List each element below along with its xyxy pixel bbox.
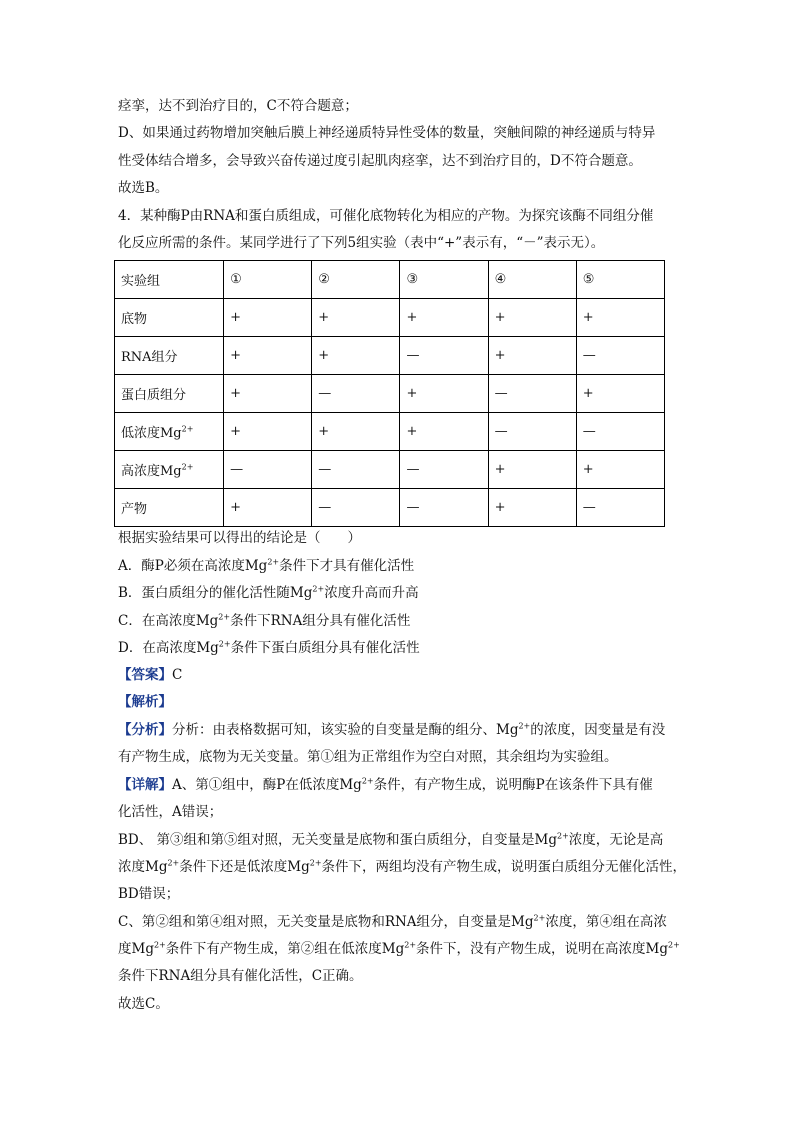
table-cell: —: [400, 489, 488, 527]
xiangjie-tag: 【详解】: [118, 777, 172, 793]
table-cell: —: [488, 375, 576, 413]
row-label: 蛋白质组分: [115, 375, 224, 413]
table-cell: —: [400, 337, 488, 375]
table-row: [115, 489, 665, 527]
table-row: [115, 337, 665, 375]
question-prompt: 根据实验结果可以得出的结论是（ ）: [118, 530, 361, 546]
answer-tag: 【答案】: [118, 667, 172, 683]
row-label: 产物: [115, 489, 224, 527]
xiangjie-line: 度$Mg^{2+}$条件下有产物生成，第②组在低浓度$Mg^{2+}$条件下，没有产物生成，说明在高浓度$Mg^{2+}$: [118, 940, 680, 957]
answer-line: [118, 665, 182, 685]
table-cell: +: [576, 299, 664, 337]
table-cell: +: [576, 451, 664, 489]
table-cell: +: [488, 299, 576, 337]
table-cell: —: [576, 413, 664, 451]
text-line: 性受体结合增多，会导致兴奋传递过度引起肌肉痉挛，达不到治疗目的，D不符合题意。: [118, 153, 642, 169]
table-cell: +: [488, 337, 576, 375]
table-cell: —: [312, 375, 400, 413]
row-label: 底物: [115, 299, 224, 337]
xiangjie-line: 故选C。: [118, 996, 169, 1012]
table-cell: +: [400, 413, 488, 451]
table-row: [115, 413, 665, 451]
text-line: D、如果通过药物增加突触后膜上神经递质特异性受体的数量，突触间隙的神经递质与特异: [118, 125, 656, 141]
xiangjie-line: 浓度$Mg^{2+}$条件下还是低浓度$Mg^{2+}$条件下，两组均没有产物生成，说明蛋白质组分无催化活性，: [118, 858, 687, 875]
table-cell: —: [224, 451, 312, 489]
table-header-cell: ④: [488, 261, 576, 299]
table-cell: +: [488, 451, 576, 489]
table-row: [115, 451, 665, 489]
row-label: RNA组分: [115, 337, 224, 375]
option-a: A．酶P必须在高浓度$Mg^{2+}$条件下才具有催化活性: [118, 557, 415, 574]
table-cell: +: [224, 413, 312, 451]
xiangjie-line: 【详解】A、第①组中，酶P在低浓度$Mg^{2+}$条件，有产物生成，说明酶P在该条件下具有催: [118, 776, 653, 793]
table-cell: —: [576, 489, 664, 527]
table-cell: +: [224, 299, 312, 337]
xiangjie-line: 条件下RNA组分具有催化活性，C正确。: [118, 968, 363, 984]
table-cell: +: [400, 299, 488, 337]
fenxi-line: 有产物生成，底物为无关变量。第①组为正常组作为空白对照，其余组均为实验组。: [118, 749, 618, 765]
xiangjie-line: C、第②组和第④组对照，无关变量是底物和RNA组分，自变量是$Mg^{2+}$浓度，第④组在高浓: [118, 913, 667, 930]
option-c: C．在高浓度$Mg^{2+}$条件下RNA组分具有催化活性: [118, 612, 411, 629]
table-cell: —: [488, 413, 576, 451]
table-cell: +: [576, 375, 664, 413]
table-cell: —: [312, 451, 400, 489]
option-b: B．蛋白质组分的催化活性随$Mg^{2+}$浓度升高而升高: [118, 584, 419, 601]
table-cell: +: [224, 337, 312, 375]
text-line: 痉挛，达不到治疗目的，C不符合题意；: [118, 98, 358, 114]
experiment-table: [114, 260, 665, 527]
question-stem-line: 化反应所需的条件。某同学进行了下列5组实验（表中“+”表示有，“－”表示无）。: [118, 235, 605, 251]
table-cell: +: [224, 375, 312, 413]
xiangjie-line: 化活性，A错误；: [118, 804, 223, 820]
table-cell: +: [488, 489, 576, 527]
table-header-cell: ①: [224, 261, 312, 299]
table-cell: +: [312, 337, 400, 375]
row-label: 低浓度$Mg^{2+}$: [115, 413, 224, 451]
answer-value: C: [172, 667, 183, 683]
table-header-cell: ③: [400, 261, 488, 299]
text-line: 故选B。: [118, 180, 169, 196]
table-header-cell: ⑤: [576, 261, 664, 299]
analysis-tag: 【解析】: [118, 694, 172, 710]
table-cell: +: [224, 489, 312, 527]
xiangjie-line: BD错误；: [118, 886, 180, 902]
table-cell: —: [312, 489, 400, 527]
table-header-cell: ②: [312, 261, 400, 299]
question-stem-line: 4．某种酶P由RNA和蛋白质组成，可催化底物转化为相应的产物。为探究该酶不同组分催: [118, 208, 654, 224]
table-row: [115, 299, 665, 337]
table-cell: +: [400, 375, 488, 413]
table-row: [115, 375, 665, 413]
table-cell: —: [576, 337, 664, 375]
table-header-row: [115, 261, 665, 299]
fenxi-tag: 【分析】: [118, 722, 172, 738]
table-cell: +: [312, 299, 400, 337]
option-d: D．在高浓度$Mg^{2+}$条件下蛋白质组分具有催化活性: [118, 639, 420, 656]
xiangjie-line: BD、 第③组和第⑤组对照，无关变量是底物和蛋白质组分，自变量是$Mg^{2+}$浓度，无论是高: [118, 831, 664, 848]
table-header-cell: 实验组: [115, 261, 224, 299]
fenxi-line: 【分析】分析：由表格数据可知，该实验的自变量是酶的组分、$Mg^{2+}$的浓度，因变量是有没: [118, 721, 666, 738]
row-label: 高浓度$Mg^{2+}$: [115, 451, 224, 489]
table-cell: —: [400, 451, 488, 489]
table-cell: +: [312, 413, 400, 451]
